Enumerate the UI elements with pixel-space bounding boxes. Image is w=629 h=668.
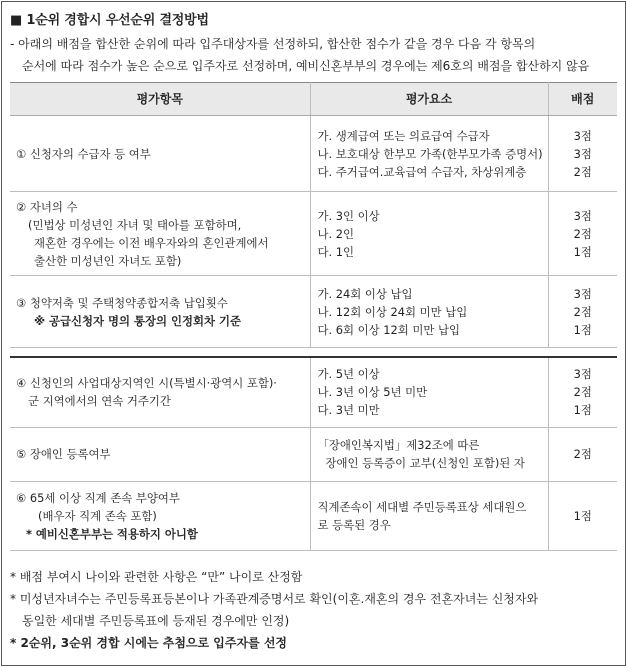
- section-title: ■ 1순위 경합시 우선순위 결정방법: [10, 13, 209, 28]
- score-text: 1점: [573, 403, 592, 418]
- score-text: 1점: [573, 508, 592, 523]
- factor-text: 나. 2인: [317, 226, 354, 241]
- score-text: 3점: [573, 286, 592, 301]
- table-header-row: [10, 83, 617, 116]
- score-text: 3점: [573, 128, 592, 143]
- item-note: * 예비신혼부부는 적용하지 아니함: [26, 526, 198, 541]
- factor-text: 다. 주거급여.교육급여 수급자, 차상위계층: [317, 164, 527, 179]
- table-row: [10, 276, 617, 348]
- table-row: [10, 481, 617, 550]
- factor-text: 나. 3년 이상 5년 미만: [317, 385, 428, 400]
- factor-text: 다. 6회 이상 12회 미만 납입: [317, 322, 460, 337]
- factor-text: 가. 24회 이상 납입: [317, 286, 413, 301]
- table-row: [10, 116, 617, 192]
- item-text: ① 신청자의 수급자 등 여부: [16, 146, 151, 161]
- factor-text: 다. 3년 미만: [317, 403, 380, 418]
- header-score: 배점: [548, 83, 617, 116]
- item-text: (배우자 직계 존속 포함): [38, 508, 157, 523]
- score-text: 2점: [573, 226, 592, 241]
- item-text: 출산한 미성년인 자녀도 포함): [34, 253, 182, 268]
- section-divider: [10, 348, 617, 358]
- score-text: 3점: [573, 146, 592, 161]
- item-text: ② 자녀의 수: [16, 199, 78, 214]
- factor-text: 직계존속이 세대별 주민등록표상 세대원으: [317, 499, 527, 514]
- item-text: 재혼한 경우에는 이전 배우자와의 혼인관계에서: [34, 235, 269, 250]
- factor-text: 가. 3인 이상: [317, 208, 380, 223]
- intro-line-2: 순서에 따라 점수가 높은 순으로 입주자로 선정하며, 예비신혼부부의 경우에는 제6호의 배점을 합산하지 않음: [22, 59, 590, 73]
- item-note: ※ 공급신청자 명의 통장의 인정회차 기준: [34, 313, 241, 328]
- score-text: 2점: [573, 447, 592, 461]
- score-text: 1점: [573, 322, 592, 337]
- score-text: 2점: [573, 385, 592, 400]
- factor-text: 로 등록된 경우: [317, 517, 391, 532]
- footnotes: [10, 566, 620, 654]
- score-text: 3점: [573, 367, 592, 382]
- footnote-minor-children-cont: 동일한 세대별 주민등록표에 등재된 경우에만 인정): [22, 614, 290, 628]
- item-text: (민법상 미성년인 자녀 및 태아를 포함하며,: [28, 217, 242, 232]
- footnote-lottery: * 2순위, 3순위 경합 시에는 추첨으로 입주자를 선정: [10, 636, 288, 650]
- score-text: 2점: [573, 304, 592, 319]
- item-text: ③ 청약저축 및 주택청약종합저축 납입횟수: [16, 295, 228, 310]
- factor-text: 나. 12회 이상 24회 미만 납입: [317, 304, 468, 319]
- factor-text: 다. 1인: [317, 244, 354, 259]
- item-text: 군 지역에서의 연속 거주기간: [28, 394, 171, 409]
- table-row: [10, 427, 617, 481]
- intro-line-1: - 아래의 배점을 합산한 순위에 따라 입주대상자를 선정하되, 합산한 점수가 같을 경우 다음 각 항목의: [10, 37, 536, 51]
- header-factor: 평가요소: [310, 83, 548, 116]
- item-text: ⑥ 65세 이상 직계 존속 부양여부: [16, 490, 180, 505]
- factor-text: 가. 생계급여 또는 의료급여 수급자: [317, 128, 490, 143]
- factor-text: 나. 보호대상 한부모 가족(한부모가족 증명서): [317, 146, 543, 161]
- table-row: [10, 357, 617, 427]
- header-item: 평가항목: [10, 83, 310, 116]
- factor-text: 「장애인복지법」제32조에 따른: [317, 438, 480, 452]
- factor-text: 장애인 등록증이 교부(신청인 포함)된 자: [325, 456, 525, 470]
- footnote-age: * 배점 부여시 나이와 관련한 사항은 “만” 나이로 산정함: [10, 570, 303, 584]
- priority-table: [10, 82, 617, 551]
- item-text: ④ 신청인의 사업대상지역인 시(특별시·광역시 포함)·: [16, 376, 277, 391]
- factor-text: 가. 5년 이상: [317, 367, 380, 382]
- footnote-minor-children: * 미성년자녀수는 주민등록표등본이나 가족관계증명서로 확인(이혼.재혼의 경우 전혼자녀는 신청자와: [10, 592, 539, 606]
- item-text: ⑤ 장애인 등록여부: [16, 447, 111, 461]
- score-text: 2점: [573, 164, 592, 179]
- table-row: [10, 192, 617, 276]
- score-text: 1점: [573, 244, 592, 259]
- score-text: 3점: [573, 208, 592, 223]
